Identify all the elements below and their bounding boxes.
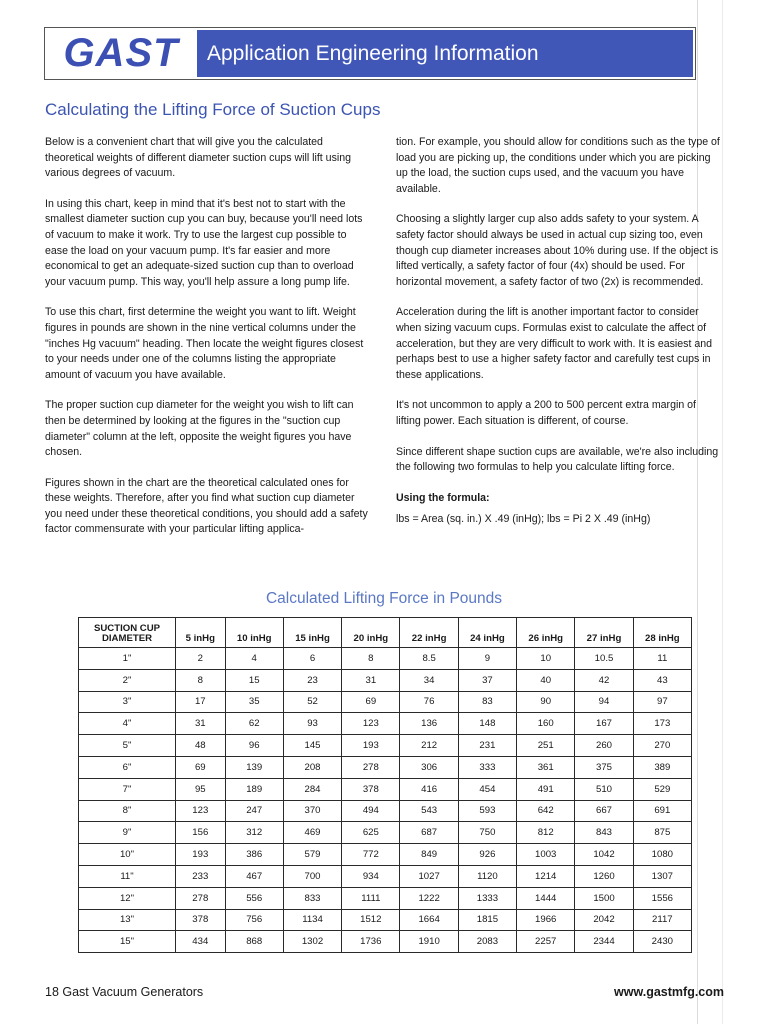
lifting-force-cell: 416 [400,778,458,800]
lifting-force-cell: 52 [283,691,341,713]
lifting-force-cell: 875 [633,822,691,844]
lifting-force-cell: 1512 [342,909,400,931]
lifting-force-cell: 1910 [400,931,458,953]
lifting-force-cell: 83 [458,691,516,713]
lifting-force-cell: 189 [225,778,283,800]
lifting-force-cell: 1444 [517,887,575,909]
lifting-force-cell: 361 [517,756,575,778]
lifting-force-cell: 386 [225,844,283,866]
lifting-force-cell: 193 [176,844,226,866]
lifting-force-cell: 691 [633,800,691,822]
paragraph: To use this chart, first determine the weight you want to lift. Weight figures in pounds are shown in the nine vertical columns under the "inches Hg vacuum" heading. Then locate the weight figures closest to your needs under one of the columns listing the appropriate amount of vacuum you have available. [45,306,364,381]
lifting-force-cell: 529 [633,778,691,800]
lifting-force-cell: 34 [400,669,458,691]
lifting-force-cell: 491 [517,778,575,800]
lifting-force-cell: 1042 [575,844,633,866]
lifting-force-cell: 833 [283,887,341,909]
lifting-force-cell: 40 [517,669,575,691]
lifting-force-cell: 1664 [400,909,458,931]
lifting-force-cell: 849 [400,844,458,866]
paragraph: It's not uncommon to apply a 200 to 500 percent extra margin of lifting power. Each situation is different, of course. [396,399,696,427]
lifting-force-cell: 1556 [633,887,691,909]
formula-heading: Using the formula: [396,491,490,504]
lifting-force-cell: 1120 [458,865,516,887]
lifting-force-cell: 772 [342,844,400,866]
lifting-force-cell: 94 [575,691,633,713]
lifting-force-cell: 926 [458,844,516,866]
lifting-force-cell: 48 [176,735,226,757]
lifting-force-cell: 136 [400,713,458,735]
lifting-force-cell: 35 [225,691,283,713]
cup-diameter-cell: 5" [79,735,176,757]
paragraph: Figures shown in the chart are the theoretical calculated ones for these weights. Therefore, after you find what suction cup diameter you need under these theoretical conditions, you should add a safety factor commensurate with your particular lifting applica- [45,476,368,536]
column-header: 10 inHg [225,618,283,648]
lifting-force-cell: 593 [458,800,516,822]
lifting-force-cell: 9 [458,648,516,670]
lifting-force-cell: 370 [283,800,341,822]
lifting-force-cell: 312 [225,822,283,844]
lifting-force-cell: 247 [225,800,283,822]
lifting-force-cell: 233 [176,865,226,887]
page-title: Calculating the Lifting Force of Suction Cups [45,100,381,119]
lifting-force-cell: 1307 [633,865,691,887]
lifting-force-cell: 378 [176,909,226,931]
table-row [79,931,692,953]
column-header: 28 inHg [633,618,691,648]
header [44,27,696,80]
lifting-force-cell: 8.5 [400,648,458,670]
lifting-force-cell: 434 [176,931,226,953]
table-row [79,865,692,887]
header-banner: Application Engineering Information [197,30,693,77]
cup-diameter-cell: 2" [79,669,176,691]
cup-diameter-cell: 6" [79,756,176,778]
lifting-force-cell: 123 [342,713,400,735]
lifting-force-cell: 145 [283,735,341,757]
lifting-force-cell: 6 [283,648,341,670]
lifting-force-cell: 4 [225,648,283,670]
lifting-force-cell: 1134 [283,909,341,931]
table-row [79,887,692,909]
lifting-force-cell: 31 [342,669,400,691]
lifting-force-cell: 2 [176,648,226,670]
paragraph: The proper suction cup diameter for the weight you wish to lift can then be determined by looking at the figures in the "suction cup diameter" column at the left, opposite the weight figures you have chosen. [45,399,354,459]
footer-url[interactable]: www.gastmfg.com [614,985,724,999]
column-header: 27 inHg [575,618,633,648]
lifting-force-cell: 42 [575,669,633,691]
table-row [79,691,692,713]
table-row [79,778,692,800]
lifting-force-cell: 8 [176,669,226,691]
lifting-force-cell: 642 [517,800,575,822]
lifting-force-cell: 467 [225,865,283,887]
lifting-force-cell: 934 [342,865,400,887]
lifting-force-cell: 1214 [517,865,575,887]
lifting-force-cell: 868 [225,931,283,953]
lifting-force-cell: 1815 [458,909,516,931]
lifting-force-cell: 469 [283,822,341,844]
lifting-force-cell: 1302 [283,931,341,953]
lifting-force-cell: 251 [517,735,575,757]
lifting-force-cell: 43 [633,669,691,691]
lifting-force-cell: 278 [342,756,400,778]
lifting-force-cell: 11 [633,648,691,670]
lifting-force-cell: 454 [458,778,516,800]
lifting-force-cell: 2257 [517,931,575,953]
table-row [79,735,692,757]
paragraph: tion. For example, you should allow for conditions such as the type of load you are picking up, the conditions under which you are picking up the load, the suction cups used, and the vacuum you have available. [396,136,720,195]
lifting-force-cell: 1333 [458,887,516,909]
lifting-force-cell: 579 [283,844,341,866]
lifting-force-cell: 687 [400,822,458,844]
right-column [396,135,722,543]
table-row [79,844,692,866]
lifting-force-cell: 2042 [575,909,633,931]
column-header: 22 inHg [400,618,458,648]
lifting-force-cell: 208 [283,756,341,778]
lifting-force-cell: 23 [283,669,341,691]
lifting-force-cell: 625 [342,822,400,844]
lifting-force-cell: 700 [283,865,341,887]
table-row [79,669,692,691]
left-column [45,135,371,553]
lifting-force-cell: 139 [225,756,283,778]
lifting-force-cell: 1222 [400,887,458,909]
paragraph: Below is a convenient chart that will give you the calculated theoretical weights of different diameter suction cups will lift using various degrees of vacuum. [45,136,351,180]
lifting-force-cell: 69 [342,691,400,713]
lifting-force-cell: 494 [342,800,400,822]
lifting-force-cell: 96 [225,735,283,757]
lifting-force-cell: 212 [400,735,458,757]
table-row [79,713,692,735]
lifting-force-cell: 97 [633,691,691,713]
lifting-force-cell: 123 [176,800,226,822]
table-row [79,648,692,670]
column-header: 20 inHg [342,618,400,648]
page-edge-line [722,0,723,1024]
column-header: 5 inHg [176,618,226,648]
cup-diameter-cell: 15" [79,931,176,953]
lifting-force-cell: 284 [283,778,341,800]
lifting-force-cell: 1500 [575,887,633,909]
lifting-force-cell: 2083 [458,931,516,953]
lifting-force-cell: 156 [176,822,226,844]
lifting-force-cell: 278 [176,887,226,909]
lifting-force-cell: 173 [633,713,691,735]
cup-diameter-cell: 1" [79,648,176,670]
lifting-force-cell: 667 [575,800,633,822]
cup-diameter-cell: 9" [79,822,176,844]
lifting-force-cell: 333 [458,756,516,778]
cup-diameter-cell: 13" [79,909,176,931]
lifting-force-cell: 31 [176,713,226,735]
lifting-force-cell: 37 [458,669,516,691]
lifting-force-cell: 10.5 [575,648,633,670]
lifting-force-cell: 1736 [342,931,400,953]
lifting-force-cell: 160 [517,713,575,735]
lifting-force-cell: 148 [458,713,516,735]
lifting-force-cell: 812 [517,822,575,844]
cup-diameter-cell: 8" [79,800,176,822]
cup-diameter-cell: 4" [79,713,176,735]
formula-text: lbs = Area (sq. in.) X .49 (inHg); lbs = Pi 2 X .49 (inHg) [396,513,651,526]
lifting-force-cell: 193 [342,735,400,757]
lifting-force-cell: 1260 [575,865,633,887]
lifting-force-cell: 510 [575,778,633,800]
lifting-force-cell: 167 [575,713,633,735]
lifting-force-cell: 543 [400,800,458,822]
table-row [79,756,692,778]
column-header: 15 inHg [283,618,341,648]
lifting-force-cell: 2344 [575,931,633,953]
lifting-force-cell: 95 [176,778,226,800]
cup-diameter-cell: 12" [79,887,176,909]
lifting-force-cell: 389 [633,756,691,778]
lifting-force-cell: 93 [283,713,341,735]
lifting-force-cell: 1003 [517,844,575,866]
gast-logo: GAST [63,31,179,75]
cup-diameter-cell: 10" [79,844,176,866]
lifting-force-cell: 1027 [400,865,458,887]
lifting-force-cell: 90 [517,691,575,713]
table-row [79,800,692,822]
lifting-force-cell: 375 [575,756,633,778]
paragraph: Choosing a slightly larger cup also adds safety to your system. A safety factor should always be used in actual cup sizing too, even though cup diameter increases about 10% during use. If the object is lifted vertically, a safety factor of four (4x) should be used. For horizontal movement, a safety factor of two (2x) is recommended. [396,213,719,288]
lifting-force-cell: 306 [400,756,458,778]
lifting-force-table [78,617,692,953]
lifting-force-cell: 1111 [342,887,400,909]
lifting-force-cell: 1966 [517,909,575,931]
column-header: 26 inHg [517,618,575,648]
paragraph: In using this chart, keep in mind that it's best not to start with the smallest diameter suction cup you can buy, because you'll need lots of vacuum to make it work. Try to use the largest cup possible to ease the load on your vacuum pump. It's far easier and more economical to get an adequate-sized suction cup than to overload your vacuum pump. This way, you'll help assure a long pump life. [45,197,363,288]
cup-diameter-cell: 3" [79,691,176,713]
lifting-force-cell: 843 [575,822,633,844]
lifting-force-cell: 17 [176,691,226,713]
lifting-force-cell: 2430 [633,931,691,953]
lifting-force-cell: 378 [342,778,400,800]
column-header: SUCTION CUP DIAMETER [79,618,176,648]
cup-diameter-cell: 7" [79,778,176,800]
lifting-force-cell: 8 [342,648,400,670]
lifting-force-cell: 69 [176,756,226,778]
paragraph: Since different shape suction cups are available, we're also including the following two formulas to help you calculate lifting force. [396,445,719,474]
lifting-force-cell: 260 [575,735,633,757]
paragraph: Acceleration during the lift is another important factor to consider when sizing vacuum cups. Formulas exist to calculate the affect of acceleration, but they are very difficult to work with. It is easiest and perhaps best to use a higher safety factor and carefully test cups in these applications. [396,306,713,381]
column-header: 24 inHg [458,618,516,648]
lifting-force-cell: 750 [458,822,516,844]
lifting-force-cell: 556 [225,887,283,909]
table-row [79,909,692,931]
table-row [79,822,692,844]
lifting-force-cell: 62 [225,713,283,735]
lifting-force-cell: 756 [225,909,283,931]
cup-diameter-cell: 11" [79,865,176,887]
lifting-force-cell: 231 [458,735,516,757]
lifting-force-cell: 270 [633,735,691,757]
lifting-force-cell: 76 [400,691,458,713]
table-title: Calculated Lifting Force in Pounds [265,590,503,607]
lifting-force-cell: 2117 [633,909,691,931]
lifting-force-cell: 15 [225,669,283,691]
footer-page-label: 18 Gast Vacuum Generators [45,985,204,999]
lifting-force-cell: 1080 [633,844,691,866]
lifting-force-cell: 10 [517,648,575,670]
table-header-row [79,618,692,648]
